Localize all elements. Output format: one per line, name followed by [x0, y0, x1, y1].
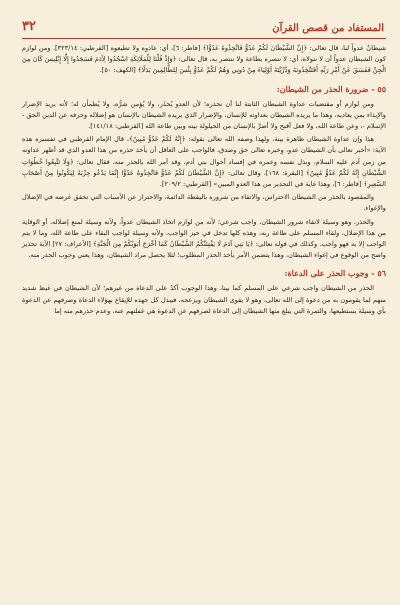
- section-heading-55: ٥٥ - ضرورة الحذر من الشيطان:: [276, 83, 386, 94]
- running-title: المستفاد من قصص القرآن: [272, 23, 384, 34]
- page-header: [22, 0, 386, 39]
- paragraph: الحذر من الشيطان واجب شرعي على المسلم كما بينا، وهذا الوجوب آكدُ على الدعاة من غيرهم؛ لأن الشيطان في غيظ شديد منهم لما يقومون به من دعوة إلى الله تعالى، وهو لا يقوى الشيطان ويزعجه، فيبذل كل جهده للإيقاع بهؤلاء الدعاة وصرفهم عن الدعوة بأي وسيلة يستطيعها، والثمرة التي يبلغ منها الشيطان إلى الدعاة لصرفهم عن الدعوة هي غفلتهم عنه، وعدم حذرهم منه إما: [22, 284, 386, 315]
- paragraph: والمقصود بالحذر من الشيطان الاحتراس، والاتقاء من شروره باليقظة الدائمة، والاحتراز عن الأسباب التي تحقق غرضه في الإضلال والإغواء.: [22, 193, 386, 213]
- paragraph: والحذر، وهو وسيلة لاتقاء شرور الشيطان، واجب شرعي؛ لأنه من لوازم اتخاذ الشيطان عدواً، ولأنه وسيلة لمنع إضلاله، أو الوقاية من هذا الإضلال، ولقاء المسلم على طاعة ربه، وهذه كلها تدخل في حيز الواجب، ولأنه وسيلة لواجب البقاء على طاعة الله، وما لا يتم الواجب إلا به فهو واجب. وكذلك في قوله تعالى: ﴿يَا بَنِي آدَمَ لَا يَفْتِنَنَّكُمُ الشَّيْطَانُ كَمَا أَخْرَجَ أَبَوَيْكُمْ مِنَ الْجَنَّةِ﴾ [الأعراف: ٢٧] الآية تحذير واضح من الوقوع في إغواء الشيطان، وهذا يتضمن الأمر بأخذ الحذر المطلوب؛ لئلا يحصل مراد الشيطان، وهذا يعني وجوب الحذر منه.: [22, 217, 386, 260]
- section-heading-56: ٥٦ - وجوب الحذر على الدعاة:: [284, 268, 386, 279]
- paragraph: هذا وإن عداوة الشيطان ظاهرة بينة، ولهذا وصفه الله تعالى بقوله: ﴿إِنَّهُ لَكُمْ عَدُوٌّ مُبِينٌ﴾، قال الإمام القرطبي في تفسيره هذه الآية: «أخبر تعالى بأن الشيطان عدو، وخبره تعالى حق وصدق، فالواجب على العاقل أن يأخذ حذره من هذا العدو الذي قد أظهر عداوته من زمن آدم عليه السلام، وبذل نفسه وعمره في إفساد أحوال بني آدم، وقد أمر الله بالحذر منه، فقال تعالى: ﴿وَلَا تَتَّبِعُوا خُطُوَاتِ الشَّيْطَانِ إِنَّهُ لَكُمْ عَدُوٌّ مُبِينٌ﴾ [البقرة: ١٦٨]، وقال تعالى: ﴿إِنَّ الشَّيْطَانَ لَكُمْ عَدُوٌّ فَاتَّخِذُوهُ عَدُوًّا إِنَّمَا يَدْعُو حِزْبَهُ لِيَكُونُوا مِنْ أَصْحَابِ السَّعِيرِ﴾ [فاطر: ٦]، وهذا غاية في التحذير من هذا العدو المبين» [القرطبي: ٢٠٩/٢].: [22, 135, 386, 189]
- page-number: ٣٢: [22, 19, 36, 34]
- page-body: [22, 39, 386, 317]
- paragraph: ومن لوازم أو مقتضيات عداوة الشيطان الثابتة لنا أن نحذره؛ لأن العدو يُحذَر، ولا يُؤمن شرُّه، ولا يُطمأن له؛ لأنه يريد الإضرار والإيذاء بمن يعاديه، وهذا ما يريده الشيطان بعداوته للإنسان، والإضرار الذي يريده الشيطان بالإنسان هو إضلاله وحرفه عن الدين الحق - الإسلام -، وعن طاعة الله، ولا فعل أقبح ولا أضرَّ بالإنسان من الحيلولة بينه وبين طاعة الله [القرطبي: ١٤١/١٨].: [22, 99, 386, 131]
- paragraph: شيطانٌ عدواً لنا، قال تعالى: ﴿إِنَّ الشَّيْطَانَ لَكُمْ عَدُوٌّ فَاتَّخِذُوهُ عَدُوًّا﴾ [فاطر: ٦]، أي: عادوه ولا تطيعوه [القرطبي: ٣٢٣/١٤]. ومن لوازم كون الشيطان عدواً أن لا نتولاه، أي: لا ننصره بطاعة ولا ننتصر به، قال تعالى: ﴿وَإِذْ قُلْنَا لِلْمَلَائِكَةِ اسْجُدُوا لِآدَمَ فَسَجَدُوا إِلَّا إِبْلِيسَ كَانَ مِنَ الْجِنِّ فَفَسَقَ عَنْ أَمْرِ رَبِّهِ أَفَتَتَّخِذُونَهُ وَذُرِّيَّتَهُ أَوْلِيَاءَ مِنْ دُونِي وَهُمْ لَكُمْ عَدُوٌّ بِئْسَ لِلظَّالِمِينَ بَدَلًا﴾ [الكهف: ٥٠].: [22, 44, 386, 75]
